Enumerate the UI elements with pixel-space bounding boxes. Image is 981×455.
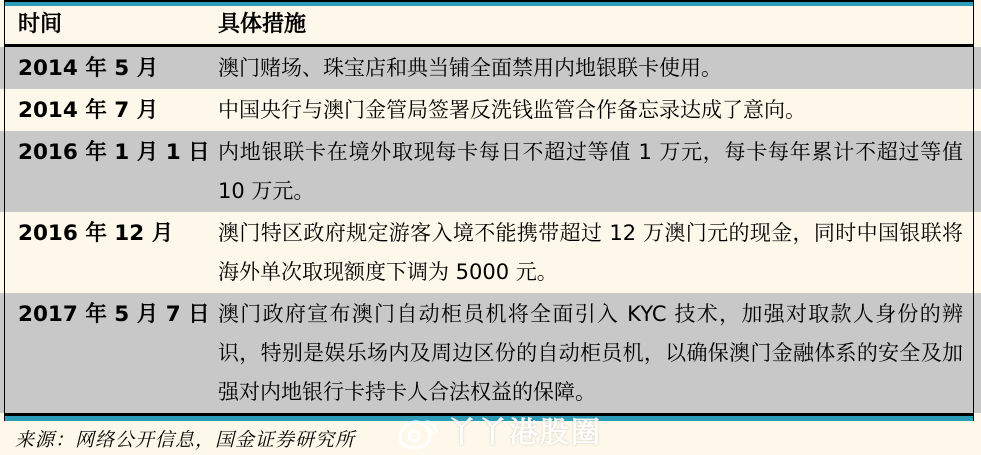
cell-measure: 澳门特区政府规定游客入境不能携带超过 12 万澳门元的现金，同时中国银联将海外单次取现额度下调为 5000 元。 — [218, 220, 963, 284]
column-header-time: 时间 — [18, 12, 63, 37]
table-header-row — [0, 6, 981, 44]
cell-time: 2017 年 5 月 7 日 — [18, 301, 210, 327]
table-left-border — [4, 0, 5, 421]
weibo-icon — [398, 411, 442, 451]
cell-measure: 澳门政府宣布澳门自动柜员机将全面引入 KYC 技术，加强对取款人身份的辨识，特别是娱乐场内及周边区份的自动柜员机，以确保澳门金融体系的安全及加强对内地银行卡持卡人合法权益的保障。 — [218, 301, 963, 404]
table-row — [0, 293, 981, 413]
cell-measure: 中国央行与澳门金管局签署反洗钱监管合作备忘录达成了意向。 — [218, 97, 806, 122]
column-header-measures: 具体措施 — [218, 12, 307, 37]
cell-time: 2014 年 5 月 — [18, 55, 159, 81]
table-row — [0, 131, 981, 212]
cell-measure: 内地银联卡在境外取现每卡每日不超过等值 1 万元，每卡每年累计不超过等值 10 万元。 — [218, 139, 963, 203]
table-row — [0, 89, 981, 131]
table-row — [0, 212, 981, 293]
cell-time: 2016 年 1 月 1 日 — [18, 139, 210, 165]
cell-measure: 澳门赌场、珠宝店和典当铺全面禁用内地银联卡使用。 — [218, 55, 722, 80]
table-row — [0, 47, 981, 89]
source-note: 来源：网络公开信息，国金证券研究所 — [15, 429, 356, 451]
watermark — [398, 410, 602, 451]
cell-time: 2014 年 7 月 — [18, 97, 159, 123]
watermark-text: 丫丫港股圈 — [447, 415, 603, 449]
table-right-border — [973, 0, 974, 421]
cell-time: 2016 年 12 月 — [18, 220, 174, 246]
